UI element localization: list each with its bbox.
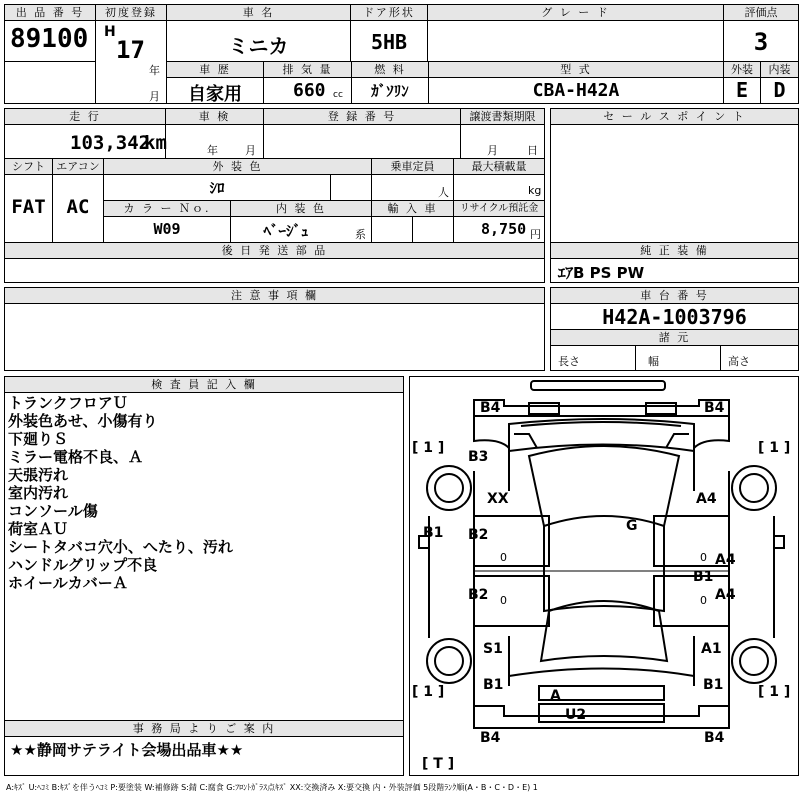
specifications-label: 諸 元 (551, 330, 798, 346)
mark-1-bottom-right: [ 1 ] (758, 684, 791, 700)
model-label: 型 式 (429, 62, 723, 78)
inspection-label: 車 検 (166, 109, 263, 125)
score-label: 評価点 (724, 5, 798, 21)
mark-1-top-left: [ 1 ] (412, 440, 445, 456)
interior-color-suffix: 系 (355, 228, 366, 241)
first-registration-label: 初度登録 (96, 5, 166, 21)
office-notice: ★★静岡サテライト会場出品車★★ (10, 741, 244, 759)
grade-label: グ レ ー ド (428, 5, 723, 21)
door-type-label: ドア形状 (351, 5, 427, 21)
aircon-label: エアコン (53, 159, 103, 175)
recycle-deposit-label: リサイクル預託金 (454, 201, 544, 217)
mark-b4-top-right: B4 (704, 400, 725, 416)
exterior-color-label: 外 装 色 (104, 159, 371, 175)
transfer-deadline-label: 譲渡書類期限 (461, 109, 544, 125)
mark-t: [ T ] (422, 756, 455, 772)
registration-year: 17 (116, 36, 145, 64)
inspector-note: 室内汚れ (8, 484, 69, 502)
mark-1-top-right: [ 1 ] (758, 440, 791, 456)
mark-b4-top-left: B4 (480, 400, 501, 416)
lot-number: 89100 (10, 24, 89, 54)
inspector-note: トランクフロアＵ (8, 394, 128, 412)
aircon: AC (66, 196, 90, 218)
inspector-note: コンソール傷 (8, 502, 98, 520)
score: 3 (753, 28, 769, 56)
color-number: W09 (153, 220, 181, 238)
mark-zero: 0 (500, 594, 507, 607)
displacement: 660 (293, 80, 326, 101)
inspector-note: 下廻りＳ (8, 430, 69, 448)
registration-number-label: 登 録 番 号 (264, 109, 460, 125)
length-label: 長さ (558, 355, 580, 368)
mark-1-bottom-left: [ 1 ] (412, 684, 445, 700)
mark-u2: U2 (565, 707, 587, 723)
sales-point-label: セ ー ル ス ポ イ ン ト (551, 109, 798, 125)
inspector-note: 外装色あせ、小傷有り (8, 412, 158, 430)
interior-color-label: 内 装 色 (231, 201, 371, 217)
shift: FAT (11, 196, 46, 218)
lot-number-label: 出 品 番 号 (5, 5, 95, 21)
width-label: 幅 (648, 355, 659, 368)
height-label: 高さ (728, 355, 750, 368)
month-unit: 月 (149, 90, 160, 103)
mark-a4-top: A4 (696, 491, 717, 507)
interior-grade: D (773, 78, 786, 102)
interior-label: 内装 (761, 62, 798, 78)
genuine-equipment-label: 純 正 装 備 (551, 243, 798, 259)
mark-zero: 0 (500, 551, 507, 564)
mileage-label: 走 行 (5, 109, 165, 125)
capacity-unit: 人 (438, 186, 449, 199)
capacity-label: 乗車定員 (372, 159, 453, 175)
cc-unit: cc (333, 90, 343, 100)
recycle-deposit: 8,750 (481, 220, 527, 238)
shift-label: シフト (5, 159, 52, 175)
car-name-label: 車 名 (167, 5, 350, 21)
max-load-label: 最大積載量 (454, 159, 544, 175)
mark-a-rear: A (550, 688, 561, 704)
mark-a1: A1 (701, 641, 722, 657)
mark-zero: 0 (700, 551, 707, 564)
transfer-month-unit: 月 (487, 144, 498, 157)
fuel-label: 燃 料 (352, 62, 428, 78)
history: 自家用 (188, 84, 242, 105)
inspector-notes-list (8, 394, 233, 592)
mark-a4-mid2: A4 (715, 587, 736, 603)
mark-zero: 0 (700, 594, 707, 607)
door-type: 5HB (370, 30, 408, 54)
mark-b2-lower: B2 (468, 587, 489, 603)
genuine-equipment: ｴｱB PS PW (558, 264, 645, 282)
mark-b4-bottom-right: B4 (704, 730, 725, 746)
kg-unit: kg (528, 184, 542, 197)
inspector-note: ホイールカバーＡ (8, 574, 128, 592)
inspection-month-unit: 月 (245, 144, 256, 157)
mark-b3: B3 (468, 449, 489, 465)
inspector-notes-label: 検 査 員 記 入 欄 (5, 377, 403, 393)
exterior-color: ｼﾛ (209, 179, 225, 197)
km-unit: km (144, 132, 167, 154)
exterior-label: 外装 (724, 62, 760, 78)
model: CBA-H42A (532, 80, 620, 101)
yen-unit: 円 (530, 228, 541, 241)
mark-b1-mid: B1 (693, 569, 714, 585)
office-notice-label: 事 務 局 よ り ご 案 内 (5, 721, 403, 737)
caution-notes-label: 注 意 事 項 欄 (5, 288, 544, 304)
transfer-day-unit: 日 (527, 144, 538, 157)
displacement-label: 排 気 量 (264, 62, 351, 78)
mark-s1: S1 (483, 641, 503, 657)
later-shipped-parts-label: 後 日 発 送 部 品 (5, 243, 544, 259)
inspector-note: 荷室ＡＵ (8, 520, 69, 538)
mileage: 103,342 (70, 132, 151, 154)
mark-b2-upper: B2 (468, 527, 489, 543)
inspector-note: 天張汚れ (8, 466, 69, 484)
mark-g: G (626, 518, 638, 534)
mark-b1-left: B1 (423, 525, 444, 541)
color-number-label: カ ラ ー Ｎｏ. (104, 201, 230, 217)
mark-a4-mid1: A4 (715, 552, 736, 568)
interior-color: ﾍﾞｰｼﾞｭ (263, 222, 309, 240)
inspection-year-unit: 年 (207, 144, 218, 157)
import-label: 輸 入 車 (372, 201, 453, 217)
history-label: 車 歴 (167, 62, 263, 78)
era: H (104, 24, 116, 40)
fuel: ｶﾞｿﾘﾝ (371, 82, 409, 100)
chassis-number: H42A-1003796 (602, 305, 747, 329)
mark-b1-bottom-right: B1 (703, 677, 724, 693)
mark-xx: XX (487, 491, 509, 507)
year-unit: 年 (149, 64, 160, 77)
exterior-grade: E (735, 78, 749, 102)
car-name: ミニカ (228, 34, 289, 58)
chassis-number-label: 車 台 番 号 (551, 288, 798, 304)
damage-legend: A:ｷｽﾞ U:ﾍｺﾐ B:ｷｽﾞを伴うﾍｺﾐ P:要塗装 W:補修跡 S:錆 C:腐食 G:ﾌﾛﾝﾄｶﾞﾗｽ点ｷｽﾞ XX:交換済み X:要交換 内・外装評価 5段階ﾗﾝｸ順(A・B・C・D・E) 1 (6, 783, 538, 792)
inspector-note: シートタバコ穴小、へたり、汚れ (8, 538, 233, 556)
inspector-note: ミラー電格不良、Ａ (8, 448, 144, 466)
mark-b1-bottom-left: B1 (483, 677, 504, 693)
inspector-note: ハンドルグリップ不良 (8, 556, 158, 574)
mark-b4-bottom-left: B4 (480, 730, 501, 746)
car-damage-diagram (409, 376, 799, 776)
